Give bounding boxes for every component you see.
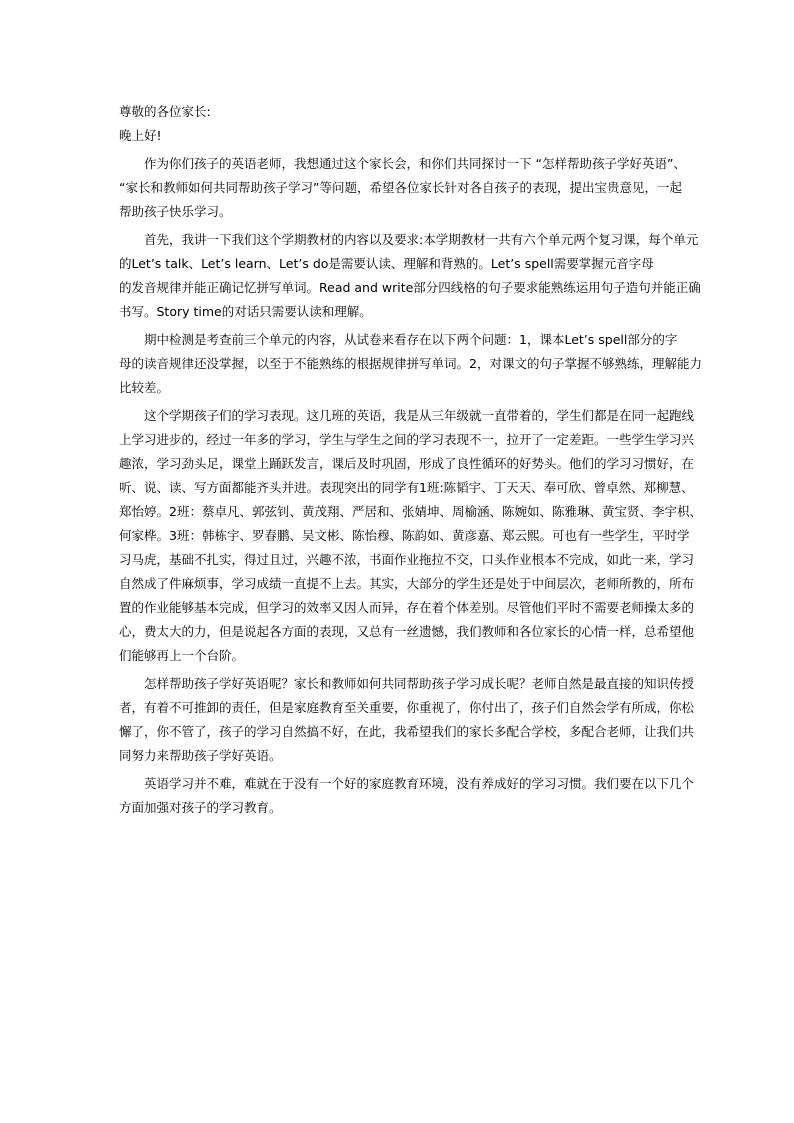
paragraph-line: 自然成了件麻烦事，学习成绩一直提不上去。其实，大部分的学生还是处于中间层次，老师所教的，所布 <box>119 576 695 591</box>
paragraph-line: 方面加强对孩子的学习教育。 <box>119 800 282 815</box>
paragraph-line: 英语学习并不难，难就在于没有一个好的家庭教育环境，没有养成好的学习习惯。我们要在以下几个 <box>144 776 695 791</box>
salutation: 尊敬的各位家长: <box>119 104 211 119</box>
paragraph-line: 听、说、读、写方面都能齐头并进。表现突出的同学有1班:陈韬宇、丁天天、奉可欣、曾卓然、郑柳慧、 <box>119 480 694 495</box>
paragraph-line: 这个学期孩子们的学习表现。这几班的英语，我是从三年级就一直带着的，学生们都是在同一起跑线 <box>144 408 695 423</box>
paragraph-textbook <box>119 228 701 324</box>
paragraph-line: 帮助孩子快乐学习。 <box>119 204 232 219</box>
paragraph-line: 母的读音规律还没掌握，以至于不能熟练的根据规律拼写单词。2，对课文的句子掌握不够熟练，理解能力 <box>119 356 702 371</box>
paragraph-how-to-help <box>119 672 695 768</box>
paragraph-line: 怎样帮助孩子学好英语呢？家长和教师如何共同帮助孩子学习成长呢？老师自然是最直接的知识传授 <box>144 676 695 691</box>
paragraph-line: 上学习进步的，经过一年多的学习，学生与学生之间的学习表现不一，拉开了一定差距。一些学生学习兴 <box>119 432 695 447</box>
paragraph-conclusion <box>119 772 695 820</box>
paragraph-line: 的Let’s talk、Let’s learn、Let’s do是需要认读、理解和背熟的。Let’s spell需要掌握元音字母 <box>119 256 654 271</box>
paragraph-line: 置的作业能够基本完成，但学习的效率又因人而异，存在着个体差别。尽管他们平时不需要老师操太多的 <box>119 600 695 615</box>
paragraph-line: 书写。Story time的对话只需要认读和理解。 <box>119 304 372 319</box>
paragraph-line: 习马虎，基础不扎实，得过且过，兴趣不浓，书面作业拖拉不交，口头作业根本不完成，如此一来，学习 <box>119 552 695 567</box>
paragraph-intro <box>119 152 686 224</box>
paragraph-line: 比较差。 <box>119 380 170 395</box>
paragraph-performance <box>119 404 702 668</box>
paragraph-line: 心，费太大的力，但是说起各方面的表现，又总有一丝遗憾，我们教师和各位家长的心情一样，总希望他 <box>119 624 695 639</box>
paragraph-line: “家长和教师如何共同帮助孩子学习”等问题，希望各位家长针对各自孩子的表现，提出宝贵意见，一起 <box>119 180 682 195</box>
paragraph-line: 郑怡婷。2班：蔡卓凡、郭弦钊、黄茂翔、严居和、张婧坤、周榆涵、陈婉如、陈雅琳、黄宝贤、李宇枳、 <box>119 504 702 519</box>
paragraph-line: 懈了，你不管了，孩子的学习自然搞不好，在此，我希望我们的家长多配合学校，多配合老师，让我们共 <box>119 724 695 739</box>
paragraph-midterm <box>119 328 702 400</box>
letter-body <box>119 100 702 824</box>
paragraph-line: 趣浓，学习劲头足，课堂上踊跃发言，课后及时巩固，形成了良性循环的好势头。他们的学习习惯好，在 <box>119 456 695 471</box>
paragraph-line: 的发音规律并能正确记忆拼写单词。Read and write部分四线格的句子要求能熟练运用句子造句并能正确 <box>119 280 701 295</box>
paragraph-line: 作为你们孩子的英语老师，我想通过这个家长会，和你们共同探讨一下 “怎样帮助孩子学好英语”、 <box>144 156 686 171</box>
paragraph-line: 首先，我讲一下我们这个学期教材的内容以及要求:本学期教材一共有六个单元两个复习课，每个单元 <box>144 232 699 247</box>
paragraph-line: 同努力来帮助孩子学好英语。 <box>119 748 282 763</box>
paragraph-line: 何家桦。3班：韩栋宇、罗春鹏、吴文彬、陈怡穆、陈韵如、黄彦嘉、郑云熙。可也有一些学生，平时学 <box>119 528 690 543</box>
paragraph-line: 们能够再上一个台阶。 <box>119 648 245 663</box>
greeting: 晚上好! <box>119 128 162 143</box>
paragraph-line: 期中检测是考查前三个单元的内容，从试卷来看存在以下两个问题：1，课本Let’s spell部分的字 <box>144 332 678 347</box>
paragraph-line: 者，有着不可推卸的责任，但是家庭教育至关重要，你重视了，你付出了，孩子们自然会学有所成，你松 <box>119 700 695 715</box>
